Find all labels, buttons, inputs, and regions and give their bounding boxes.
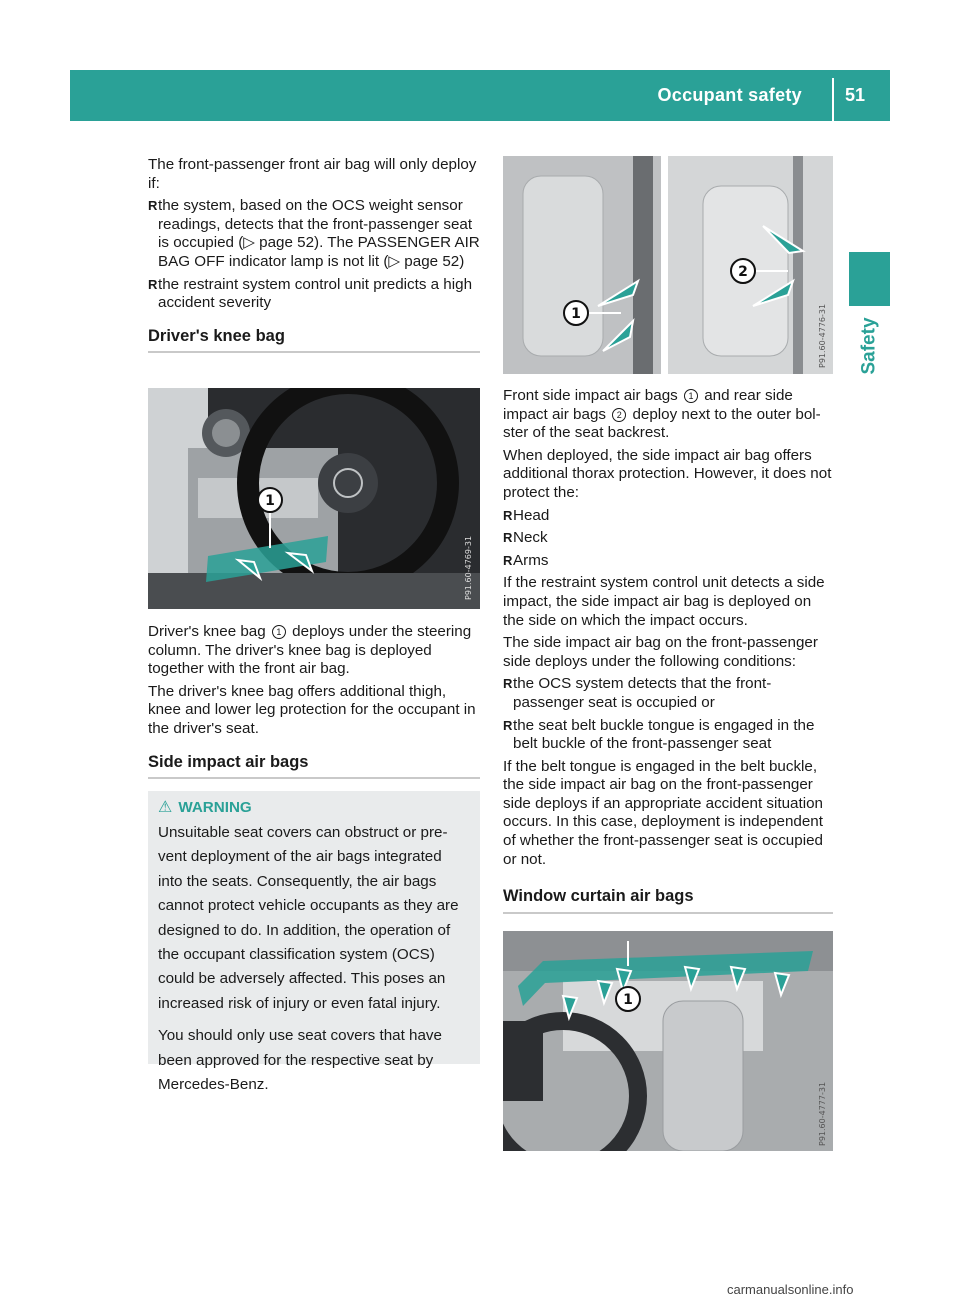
side-impact-desc: Front side impact air bags 1 and rear side impact air bags 2 deploy next to the outer bol-ster of the seat backrest. (503, 387, 821, 442)
list-item: R the OCS system detects that the front-passenger seat is occupied or (503, 675, 833, 712)
warning-advice: You should only use seat covers that have been approved for the respective seat by Mercedes-Benz. (158, 1027, 442, 1094)
callout-1: 1 (265, 493, 275, 509)
warning-box (148, 791, 480, 1094)
list-item: R the seat belt buckle tongue is engaged in the belt buckle of the front-passenger seat (503, 717, 833, 754)
figure-code: P91.60-4769-31 (464, 535, 473, 600)
passenger-conditions: The side impact air bag on the front-passenger side deploys under the following conditions: (503, 634, 818, 670)
callout-1-icon: 1 (684, 389, 698, 403)
belt-buckle-text: If the belt tongue is engaged in the belt buckle, the side impact air bag on the front-passenger side deploys if an appropriate accident situation occurs. In this case, deployment is independent of whether the front-passenger seat is occupied or not. (503, 757, 823, 868)
callout-2: 2 (738, 264, 748, 280)
list-item: R the system, based on the OCS weight sensor readings, detects that the front-passenger seat is occupied (▷ page 52). The PASSENGER AIR BAG OFF indicator lamp is not lit (▷ page 52) (148, 197, 480, 271)
side-tab-label: Safety (858, 317, 880, 375)
side-impact-deploy: If the restraint system control unit detects a side impact, the side impact air bag is deployed on the side on which the impact occurs. (503, 574, 825, 629)
heading-side-impact: Side impact air bags (148, 753, 480, 780)
warning-header: ⚠ WARNING (158, 799, 252, 816)
side-impact-illustration (503, 156, 833, 374)
knee-bag-text (148, 623, 480, 779)
side-tab (849, 252, 890, 306)
figure-code: P91.60-4776-31 (818, 303, 827, 368)
page-number: 51 (845, 85, 866, 105)
figure-code: P91.60-4777-31 (818, 1081, 827, 1146)
callout-1: 1 (571, 306, 581, 322)
side-impact-protection: When deployed, the side impact air bag offers additional thorax protection. However, it does not protect the: (503, 446, 832, 501)
section-title: Occupant safety (657, 85, 802, 105)
list-item: R Arms (503, 552, 833, 571)
heading-window-curtain: Window curtain air bags (503, 887, 833, 914)
callout-1-icon: 1 (272, 625, 286, 639)
window-curtain-illustration (503, 931, 833, 1151)
warning-text: Unsuitable seat covers can obstruct or pre-vent deployment of the air bags integrated into the seats. Consequently, the air bags cannot protect vehicle occupants as they are designed to do. In addition, the operation of the occupant classification system (OCS) could be adversely affected. This poses an increased risk of injury or even fatal injury. (158, 824, 459, 1012)
list-item: R the restraint system control unit predicts a high accident severity (148, 276, 480, 313)
knee-bag-protection: The driver's knee bag offers additional thigh, knee and lower leg protection for the occupant in the driver's seat. (148, 682, 476, 737)
list-item: R Neck (503, 529, 833, 548)
left-column (148, 156, 480, 353)
warning-icon: ⚠ (158, 799, 173, 816)
knee-bag-desc: Driver's knee bag 1 deploys under the steering column. The driver's knee bag is deployed together with the front air bag. (148, 623, 472, 678)
watermark: carmanualsonline.info (727, 1282, 854, 1297)
list-item: R Head (503, 507, 833, 526)
header-divider (832, 78, 834, 121)
header-bar (70, 70, 890, 121)
right-column (503, 387, 833, 914)
callout-1: 1 (623, 992, 633, 1008)
knee-bag-illustration (148, 388, 480, 609)
intro-text: The front-passenger front air bag will only deploy if: (148, 156, 477, 192)
callout-2-icon: 2 (612, 408, 626, 422)
heading-knee-bag: Driver's knee bag (148, 327, 480, 354)
